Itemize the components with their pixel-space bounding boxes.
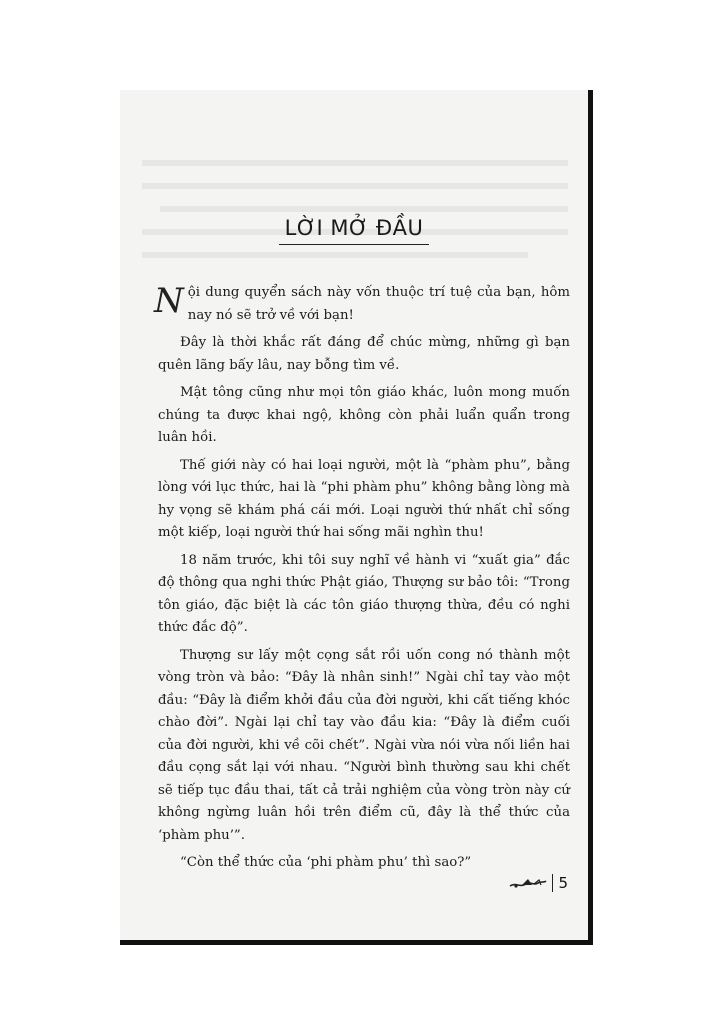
bleed-through-line <box>142 160 568 166</box>
paragraph-1-text: ội dung quyển sách này vốn thuộc trí tuệ của bạn, hôm nay nó sẽ trở về với bạn! <box>187 285 570 323</box>
paragraph-1 <box>154 281 570 327</box>
paragraph-7: “Còn thể thức của ‘phi phàm phu’ thì sao?” <box>180 855 472 870</box>
paragraph-6: Thượng sư lấy một cọng sắt rồi uốn cong nó thành một vòng tròn và bảo: “Đây là nhân sinh!” Ngài chỉ tay vào một đầu: “Đây là điểm khởi đầu của đời người, khi cất tiếng khóc chào đời”. Ngài lại chỉ tay vào đầu kia: “Đây là điểm cuối của đời người, khi về cõi chết”. Ngài vừa nói vừa nối liền hai đầu cọng sắt lại với nhau. “Người bình thường sau khi chết sẽ tiếp tục đầu thai, tất cả trải nghiệm của vòng tròn này cứ không ngừng luân hồi trên điểm cũ, đây là thể thức của ‘phàm phu’”. <box>158 647 570 843</box>
chapter-title-text: LỜI MỞ ĐẦU <box>279 216 430 245</box>
paragraph-2: Đây là thời khắc rất đáng để chúc mừng, những gì bạn quên lãng bấy lâu, nay bỗng tìm về. <box>158 335 570 373</box>
paragraph-5: 18 năm trước, khi tôi suy nghĩ về hành vi “xuất gia” đắc độ thông qua nghi thức Phật giáo, Thượng sư bảo tôi: “Trong tôn giáo, đặc biệt là các tôn giáo thượng thừa, đều có nghi thức đắc độ”. <box>158 552 570 635</box>
paragraph-4: Thế giới này có hai loại người, một là “phàm phu”, bằng lòng với lục thức, hai là “phi phàm phu” không bằng lòng mà hy vọng sẽ khám phá cái mới. Loại người thứ nhất chỉ sống một kiếp, loại người thứ hai sống mãi nghìn thu! <box>158 457 570 540</box>
book-page <box>120 90 593 945</box>
body-text <box>154 281 570 880</box>
drop-cap: N <box>154 281 184 321</box>
bleed-through-line <box>142 252 528 258</box>
page-footer <box>508 874 568 892</box>
chapter-title <box>120 216 588 240</box>
paragraph-3: Mật tông cũng như mọi tôn giáo khác, luôn mong muốn chúng ta được khai ngộ, không còn phải luẩn quẩn trong luân hồi. <box>158 385 570 445</box>
page-number: 5 <box>552 874 568 892</box>
hand-drawn-ornament-icon <box>508 874 548 892</box>
bleed-through-line <box>142 183 568 189</box>
bleed-through-line <box>160 206 568 212</box>
